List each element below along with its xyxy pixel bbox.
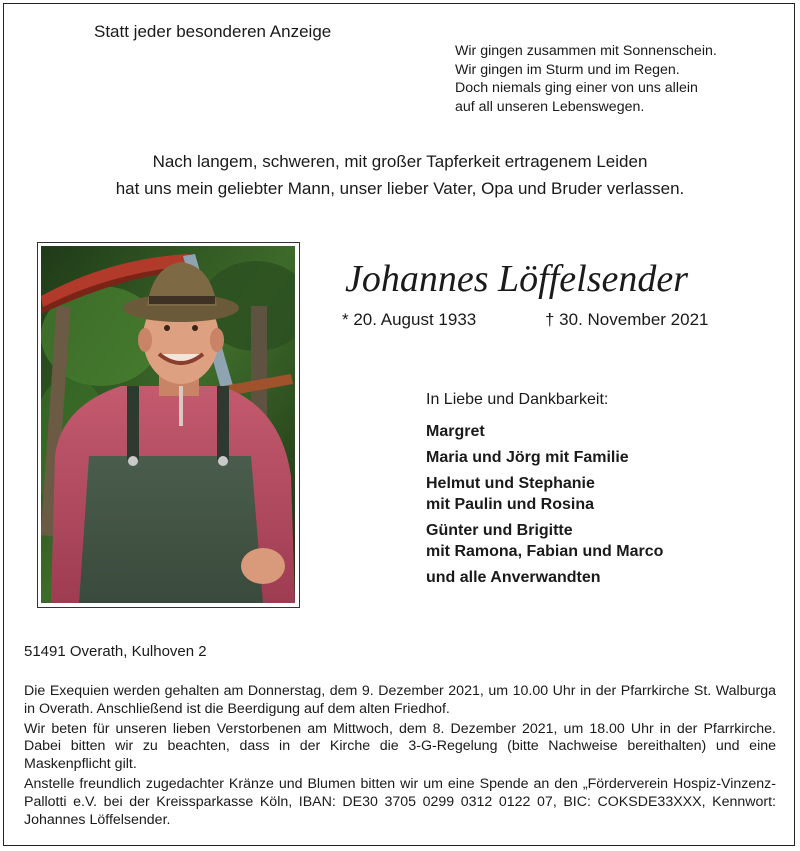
address: 51491 Overath, Kulhoven 2 — [24, 643, 207, 660]
family-line: und alle Anverwandten — [426, 569, 601, 586]
family-line: mit Paulin und Rosina — [426, 496, 595, 513]
intro-line: Nach langem, schweren, mit großer Tapferkeit ertragenem Leiden — [152, 152, 648, 171]
family-group — [426, 567, 663, 588]
family-line: Margret — [426, 423, 485, 440]
paragraph: Die Exequien werden gehalten am Donnerstag, dem 9. Dezember 2021, um 10.00 Uhr in der Pfarrkirche St. Walburga in Overath. Anschließend ist die Beerdigung auf dem alten Friedhof. — [24, 683, 776, 717]
death-date: † 30. November 2021 — [545, 310, 709, 329]
poem-line: Wir gingen zusammen mit Sonnenschein. — [455, 43, 717, 59]
service-details — [24, 683, 776, 831]
paragraph: Anstelle freundlich zugedachter Kränze und Blumen bitten wir um eine Spende an den „Förderverein Hospiz-Vinzenz-Pallotti e.V. bei der Kreissparkasse Köln, IBAN: DE30 3705 0299 0312 0122 07, BIC: COKSDE33XXX, Kennwort: Johannes Löffelsender. — [24, 775, 776, 828]
poem-line: auf all unseren Lebenswegen. — [455, 98, 645, 115]
family-group — [426, 421, 663, 442]
poem — [455, 42, 717, 116]
family-line: Günter und Brigitte — [426, 522, 573, 539]
notice-heading: Statt jeder besonderen Anzeige — [94, 22, 332, 41]
family-group — [426, 447, 663, 468]
deceased-name: Johannes Löffelsender — [345, 258, 689, 300]
family-line: mit Ramona, Fabian und Marco — [426, 543, 664, 560]
family-group — [426, 520, 663, 562]
birth-date: * 20. August 1933 — [342, 310, 477, 329]
intro-text — [0, 148, 800, 202]
family-line: Helmut und Stephanie — [426, 475, 595, 492]
poem-line: Wir gingen im Sturm und im Regen. — [455, 61, 680, 78]
intro-line: hat uns mein geliebter Mann, unser lieber Vater, Opa und Bruder verlassen. — [115, 179, 685, 198]
poem-line: Doch niemals ging einer von uns allein — [455, 80, 698, 96]
paragraph: Wir beten für unseren lieben Verstorbenen am Mittwoch, dem 8. Dezember 2021, um 18.00 Uhr in der Pfarrkirche. Dabei bitten wir zu beachten, dass in der Kirche die 3-G-Regelung (bitte Nachweise bereithalten) und eine Maskenpflicht gilt. — [24, 720, 776, 773]
portrait-illustration — [41, 246, 295, 603]
family-group — [426, 473, 663, 515]
love-line: In Liebe und Dankbarkeit: — [426, 391, 609, 408]
family-list — [426, 421, 663, 593]
portrait-photo — [37, 242, 300, 608]
family-line: Maria und Jörg mit Familie — [426, 449, 629, 466]
